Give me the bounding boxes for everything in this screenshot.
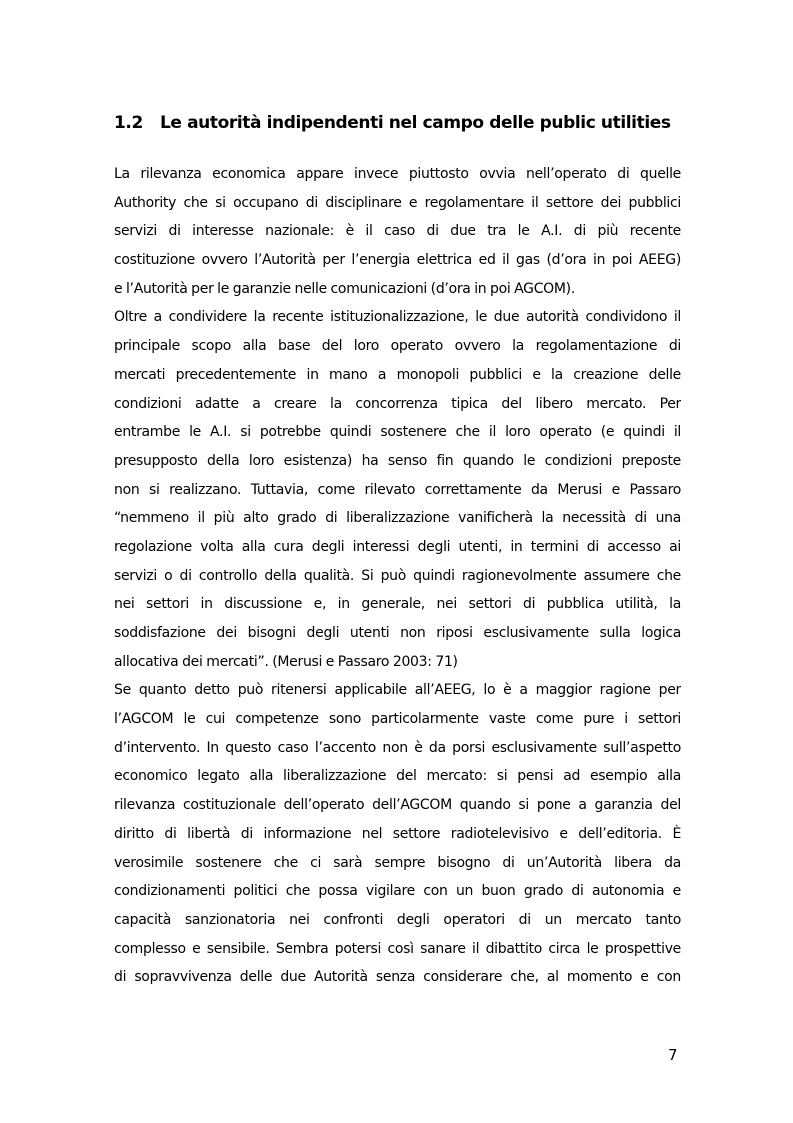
text-line: mercati precedentemente in mano a monopoli pubblici e la creazione delle bbox=[114, 366, 681, 383]
text-line: l’AGCOM le cui competenze sono particolarmente vaste come pure i settori bbox=[114, 711, 681, 728]
text-line: La rilevanza economica appare invece piuttosto ovvia nell’operato di quelle bbox=[114, 166, 681, 182]
text-line: “nemmeno il più alto grado di liberalizzazione vanificherà la necessità di una bbox=[114, 510, 681, 527]
text-line: diritto di libertà di informazione nel settore radiotelevisivo e dell’editoria. È bbox=[114, 825, 681, 842]
text-line: presupposto della loro esistenza) ha senso fin quando le condizioni preposte bbox=[114, 452, 681, 469]
text-line: nei settori in discussione e, in generale, nei settori di pubblica utilità, la bbox=[114, 596, 681, 613]
text-line: rilevanza costituzionale dell’operato dell’AGCOM quando si pone a garanzia del bbox=[114, 797, 681, 814]
body-text bbox=[114, 160, 681, 992]
text-line: regolazione volta alla cura degli interessi degli utenti, in termini di accesso ai bbox=[114, 538, 681, 555]
section-heading bbox=[114, 113, 684, 133]
text-line: condizionamenti politici che possa vigilare con un buon grado di autonomia e bbox=[114, 883, 681, 900]
text-line: d’intervento. In questo caso l’accento non è da porsi esclusivamente sull’aspetto bbox=[114, 739, 681, 756]
text-line: condizioni adatte a creare la concorrenza tipica del libero mercato. Per bbox=[114, 395, 681, 412]
text-line: servizi di interesse nazionale: è il caso di due tra le A.I. di più recente bbox=[114, 223, 681, 240]
text-line: non si realizzano. Tuttavia, come rilevato correttamente da Merusi e Passaro bbox=[114, 481, 681, 498]
text-line: capacità sanzionatoria nei confronti degli operatori di un mercato tanto bbox=[114, 911, 681, 928]
text-line: economico legato alla liberalizzazione del mercato: si pensi ad esempio alla bbox=[114, 768, 681, 785]
text-line: entrambe le A.I. si potrebbe quindi sostenere che il loro operato (e quindi il bbox=[114, 424, 681, 441]
text-line: soddisfazione dei bisogni degli utenti non riposi esclusivamente sulla logica bbox=[114, 625, 681, 641]
section-title: Le autorità indipendenti nel campo delle public utilities bbox=[160, 113, 671, 133]
section-number: 1.2 bbox=[114, 113, 143, 133]
text-line: di sopravvivenza delle due Autorità senza considerare che, al momento e con bbox=[114, 969, 681, 986]
text-line: allocativa dei mercati”. (Merusi e Passaro 2003: 71) bbox=[114, 653, 458, 670]
text-line: servizi o di controllo della qualità. Si può quindi ragionevolmente assumere che bbox=[114, 567, 681, 584]
paragraph-1 bbox=[114, 160, 681, 303]
text-line: Oltre a condividere la recente istituzionalizzazione, le due autorità condividono il bbox=[114, 309, 681, 326]
paragraph-3 bbox=[114, 676, 681, 992]
paragraph-2 bbox=[114, 303, 681, 676]
text-line: principale scopo alla base del loro operato ovvero la regolamentazione di bbox=[114, 338, 681, 355]
text-line: costituzione ovvero l’Autorità per l’energia elettrica ed il gas (d’ora in poi AEEG) bbox=[114, 252, 681, 269]
text-line: complesso e sensibile. Sembra potersi così sanare il dibattito circa le prospettive bbox=[114, 940, 681, 957]
page-number: 7 bbox=[668, 1046, 678, 1064]
text-line: e l’Autorità per le garanzie nelle comunicazioni (d’ora in poi AGCOM). bbox=[114, 280, 575, 297]
text-line: Authority che si occupano di disciplinare e regolamentare il settore dei pubblici bbox=[114, 194, 681, 211]
text-line: Se quanto detto può ritenersi applicabile all’AEEG, lo è a maggior ragione per bbox=[114, 682, 681, 699]
text-line: verosimile sostenere che ci sarà sempre bisogno di un’Autorità libera da bbox=[114, 854, 681, 871]
